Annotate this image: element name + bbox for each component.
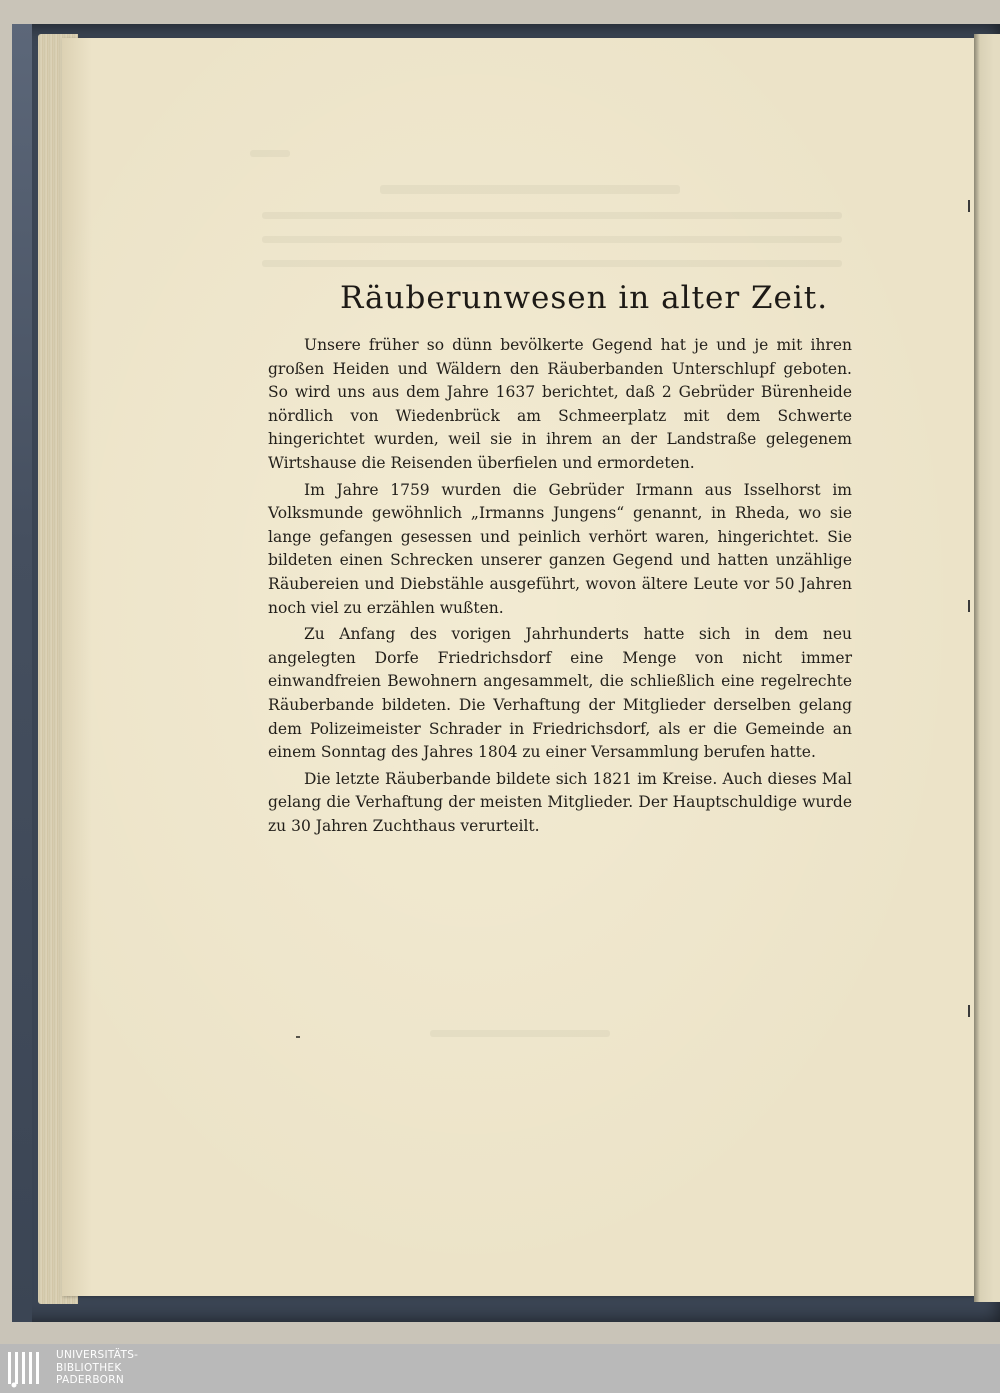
- bleed-through: [262, 236, 842, 243]
- bleed-through: [380, 185, 680, 194]
- paragraph: Zu Anfang des vorigen Jahrhunderts hatte sich in dem neu angelegten Dorfe Friedrichsdorf eine Menge von nicht immer einwandfreien Bewohnern angesammelt, die schließlich eine regelrechte Räuberbande bildeten. Die Verhaftung der Mitglieder derselben gelang dem Polizeimeister Schrader in Friedrichsdorf, als er die Gemeinde an einem Sonntag des Jahres 1804 zu einer Versammlung berufen hatte.: [268, 625, 852, 762]
- library-name-line: UNIVERSITÄTS-: [56, 1349, 139, 1361]
- bleed-through: [250, 150, 290, 157]
- page-title: Räuberunwesen in alter Zeit.: [340, 280, 829, 316]
- page-gutter: [974, 34, 1000, 1302]
- gutter-mark: [968, 600, 970, 612]
- cover-edge: [12, 24, 32, 1322]
- paragraph: Im Jahre 1759 wurden die Gebrüder Irmann aus Isselhorst im Volksmunde gewöhnlich „Irmanns Jungens“ genannt, in Rheda, wo sie lange gefangen gesessen und peinlich verhört waren, hingerichtet. Sie bildeten einen Schrecken unserer ganzen Gegend und hatten unzählige Räubereien und Diebstähle ausgeführt, wovon ältere Leute vor 50 Jahren noch viel zu erzählen wußten.: [268, 480, 852, 617]
- gutter-mark: [968, 1005, 970, 1017]
- gutter-mark: [968, 200, 970, 212]
- bleed-through: [262, 260, 842, 267]
- paragraph: Die letzte Räuberbande bildete sich 1821 im Kreise. Auch dieses Mal gelang die Verhaftung der meisten Mitglieder. Der Hauptschuldige wurde zu 30 Jahren Zuchthaus verurteilt.: [268, 769, 852, 835]
- body-text: [268, 334, 852, 841]
- library-footer: [0, 1344, 1000, 1393]
- paragraph: Unsere früher so dünn bevölkerte Gegend hat je und je mit ihren großen Heiden und Wäldern den Räuberbanden Unterschlupf geboten. So wird uns aus dem Jahre 1637 berichtet, daß 2 Gebrüder Bürenheide nördlich von Wiedenbrück am Schmeerplatz mit dem Schwerte hingerichtet wurden, weil sie in ihrem an der Landstraße gelegenem Wirtshause die Reisenden überfielen und ermordeten.: [268, 336, 852, 472]
- bleed-through: [430, 1030, 610, 1037]
- library-name-line: BIBLIOTHEK: [56, 1361, 122, 1374]
- ink-speck: [296, 1036, 300, 1038]
- bleed-through: [262, 212, 842, 219]
- library-name: [56, 1349, 138, 1387]
- university-library-logo-icon: [6, 1348, 46, 1388]
- library-name-line: PADERBORN: [56, 1374, 124, 1386]
